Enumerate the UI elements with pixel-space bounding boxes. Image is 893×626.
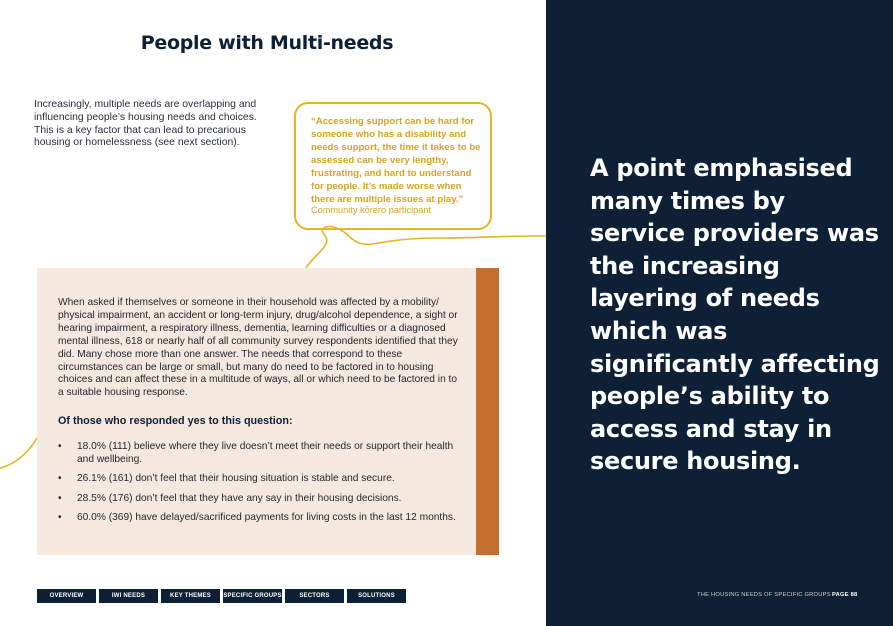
bullet-icon: • (58, 492, 62, 504)
section-nav (37, 589, 406, 603)
bullet-text: 18.0% (111) believe where they live doesn’t meet their needs or support their health and wellbeing. (77, 441, 454, 465)
footer-section-label: THE HOUSING NEEDS OF SPECIFIC GROUPS (697, 592, 831, 598)
nav-solutions[interactable]: SOLUTIONS (347, 589, 406, 603)
nav-specific-groups[interactable]: SPECIFIC GROUPS (223, 589, 282, 603)
list-item (58, 441, 460, 467)
intro-paragraph: Increasingly, multiple needs are overlapping and influencing people’s housing needs and choices. This is a key factor that can lead to precarious housing or homelessness (see next section). (34, 99, 257, 149)
nav-key-themes[interactable]: KEY THEMES (161, 589, 220, 603)
bullet-icon: • (58, 441, 62, 452)
quote-text: “Accessing support can be hard for someone who has a disability and needs support, the time it takes to be assessed can be very lengthy, frustrating, and hard to understand for people. It’s made worse when there are multiple issues at play.” (311, 116, 481, 205)
bullet-icon: • (58, 473, 62, 485)
list-item (58, 512, 460, 525)
page-title: People with Multi-needs (140, 32, 394, 54)
bullet-text: 26.1% (161) don’t feel that their housing situation is stable and secure. (77, 473, 395, 485)
bullet-text: 28.5% (176) don’t feel that they have any say in their housing decisions. (77, 492, 402, 504)
nav-overview[interactable]: OVERVIEW (37, 589, 96, 603)
quote-attribution: Community kōrero participant (311, 205, 431, 215)
survey-subheading: Of those who responded yes to this question: (58, 415, 293, 427)
callout-quote: A point emphasised many times by service providers was the increasing layering of needs which was significantly affecting people’s ability to access and stay in secure housing. (590, 154, 880, 476)
nav-iwi-needs[interactable]: IWI NEEDS (99, 589, 158, 603)
list-item (58, 493, 460, 506)
survey-paragraph: When asked if themselves or someone in their household was affected by a mobility/ physical impairment, an accident or long-term injury, drug/alcohol dependence, a sight or hearing impairment, a respiratory illness, dementia, learning difficulties or a diagnosed mental illness, 618 or nearly half of all community survey respondents identified that they did. Many chose more than one answer. The needs that correspond to these circumstances can be large or small, but many do need to be factored in to housing choices and can affect these in a multitude of ways, all or which need to be factored in to a suitable housing response. (58, 297, 458, 399)
footer-page-number: PAGE 88 (832, 592, 858, 598)
bullet-text: 60.0% (369) have delayed/sacrificed payments for living costs in the last 12 months. (77, 512, 456, 524)
list-item (58, 473, 460, 486)
survey-bullet-list (58, 441, 460, 532)
bullet-icon: • (58, 512, 62, 524)
nav-sectors[interactable]: SECTORS (285, 589, 344, 603)
panel-accent-bar (476, 268, 499, 555)
